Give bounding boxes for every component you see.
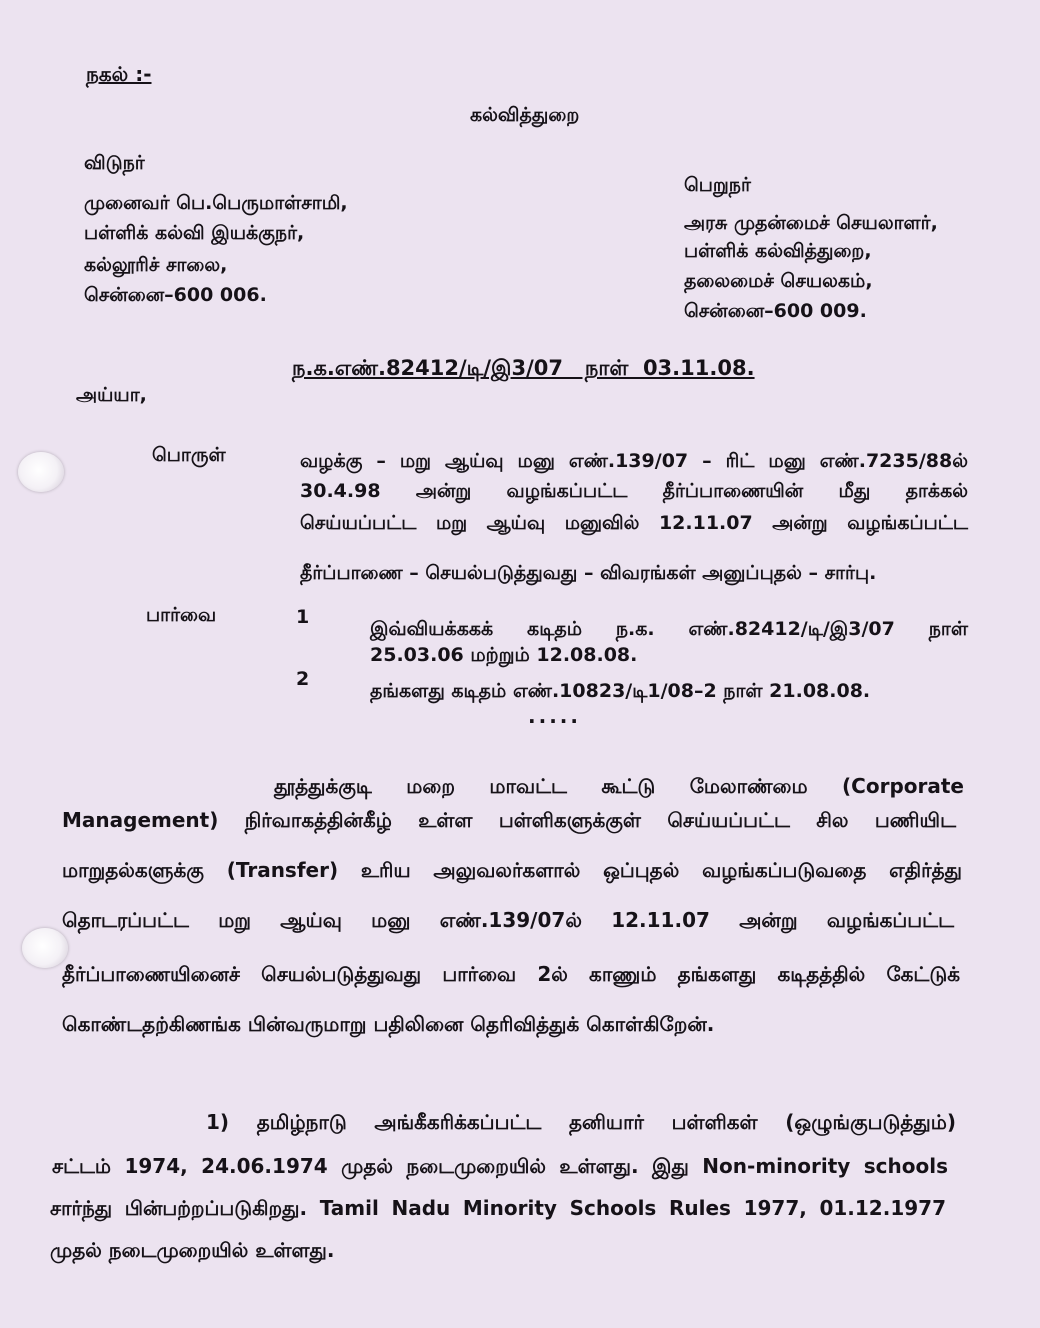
paragraph-line: சட்டம் 1974, 24.06.1974 முதல் நடைமுறையில் உள்ளது. இது Non-minority schools [52,1154,948,1178]
paragraph-line: முதல் நடைமுறையில் உள்ளது. [50,1238,335,1262]
to-line: அரசு முதன்மைச் செயலாளர், [684,212,938,234]
copy-label: நகல் :- [86,62,152,86]
subject-label: பொருள் [152,444,226,466]
to-line: தலைமைச் செயலகம், [684,270,873,292]
subject-line: தீர்ப்பாணை – செயல்படுத்துவது – விவரங்கள் அனுப்புதல் – சார்பு. [300,562,877,584]
references-label: பார்வை [146,604,217,626]
reference-line: 25.03.06 மற்றும் 12.08.08. [370,644,638,666]
reference-number-item: 2 [296,668,310,690]
from-label: விடுநர் [84,152,145,174]
subject-line: செய்யப்பட்ட மறு ஆய்வு மனுவில் 12.11.07 அன்று வழங்கப்பட்ட [300,512,968,534]
subject-line: வழக்கு – மறு ஆய்வு மனு எண்.139/07 – ரிட் மனு எண்.7235/88ல் [300,450,968,472]
punch-hole [18,452,64,492]
paragraph-line: Management) நிர்வாகத்தின்கீழ் உள்ள பள்ளிகளுக்குள் செய்யப்பட்ட சில பணியிட [62,808,956,832]
paragraph-line: 1) தமிழ்நாடு அங்கீகரிக்கப்பட்ட தனியார் பள்ளிகள் (ஒழுங்குபடுத்தும்) [206,1110,956,1134]
paragraph-line: தீர்ப்பாணையினைச் செயல்படுத்துவது பார்வை 2ல் காணும் தங்களது கடிதத்தில் கேட்டுக் [62,962,960,986]
reference-line: இவ்வியக்ககக் கடிதம் ந.க. எண்.82412/டி/இ3/07 நாள் [370,618,968,640]
to-line: பள்ளிக் கல்வித்துறை, [684,240,872,262]
department-heading: கல்வித்துறை [470,104,580,126]
separator-dots: ..... [528,704,581,728]
subject-line: 30.4.98 அன்று வழங்கப்பட்ட தீர்ப்பாணையின் மீது தாக்கல் [300,480,968,502]
paragraph-line: தொடரப்பட்ட மறு ஆய்வு மனு எண்.139/07ல் 12.11.07 அன்று வழங்கப்பட்ட [62,908,954,932]
paragraph-line: மாறுதல்களுக்கு (Transfer) உரிய அலுவலர்களால் ஒப்புதல் வழங்கப்படுவதை எதிர்த்து [62,858,962,882]
paragraph-line: தூத்துக்குடி மறை மாவட்ட கூட்டு மேலாண்மை (Corporate [274,774,964,798]
reference-line: தங்களது கடிதம் எண்.10823/டி1/08–2 நாள் 21.08.08. [370,680,871,702]
to-label: பெறுநர் [684,174,751,196]
from-line: பள்ளிக் கல்வி இயக்குநர், [84,222,305,244]
to-line: சென்னை–600 009. [684,300,867,322]
from-line: சென்னை–600 006. [84,284,267,306]
from-line: கல்லூரிச் சாலை, [84,254,228,276]
reference-number-item: 1 [296,606,310,628]
paragraph-line: கொண்டதற்கிணங்க பின்வருமாறு பதிலினை தெரிவித்துக் கொள்கிறேன். [62,1012,715,1036]
paragraph-line: சார்ந்து பின்பற்றப்படுகிறது. Tamil Nadu Minority Schools Rules 1977, 01.12.1977 [50,1196,946,1220]
from-line: முனைவர் பெ.பெருமாள்சாமி, [84,192,348,214]
salutation: அய்யா, [76,384,147,406]
reference-number: ந.க.எண்.82412/டி/இ3/07 நாள் 03.11.08. [292,356,755,380]
